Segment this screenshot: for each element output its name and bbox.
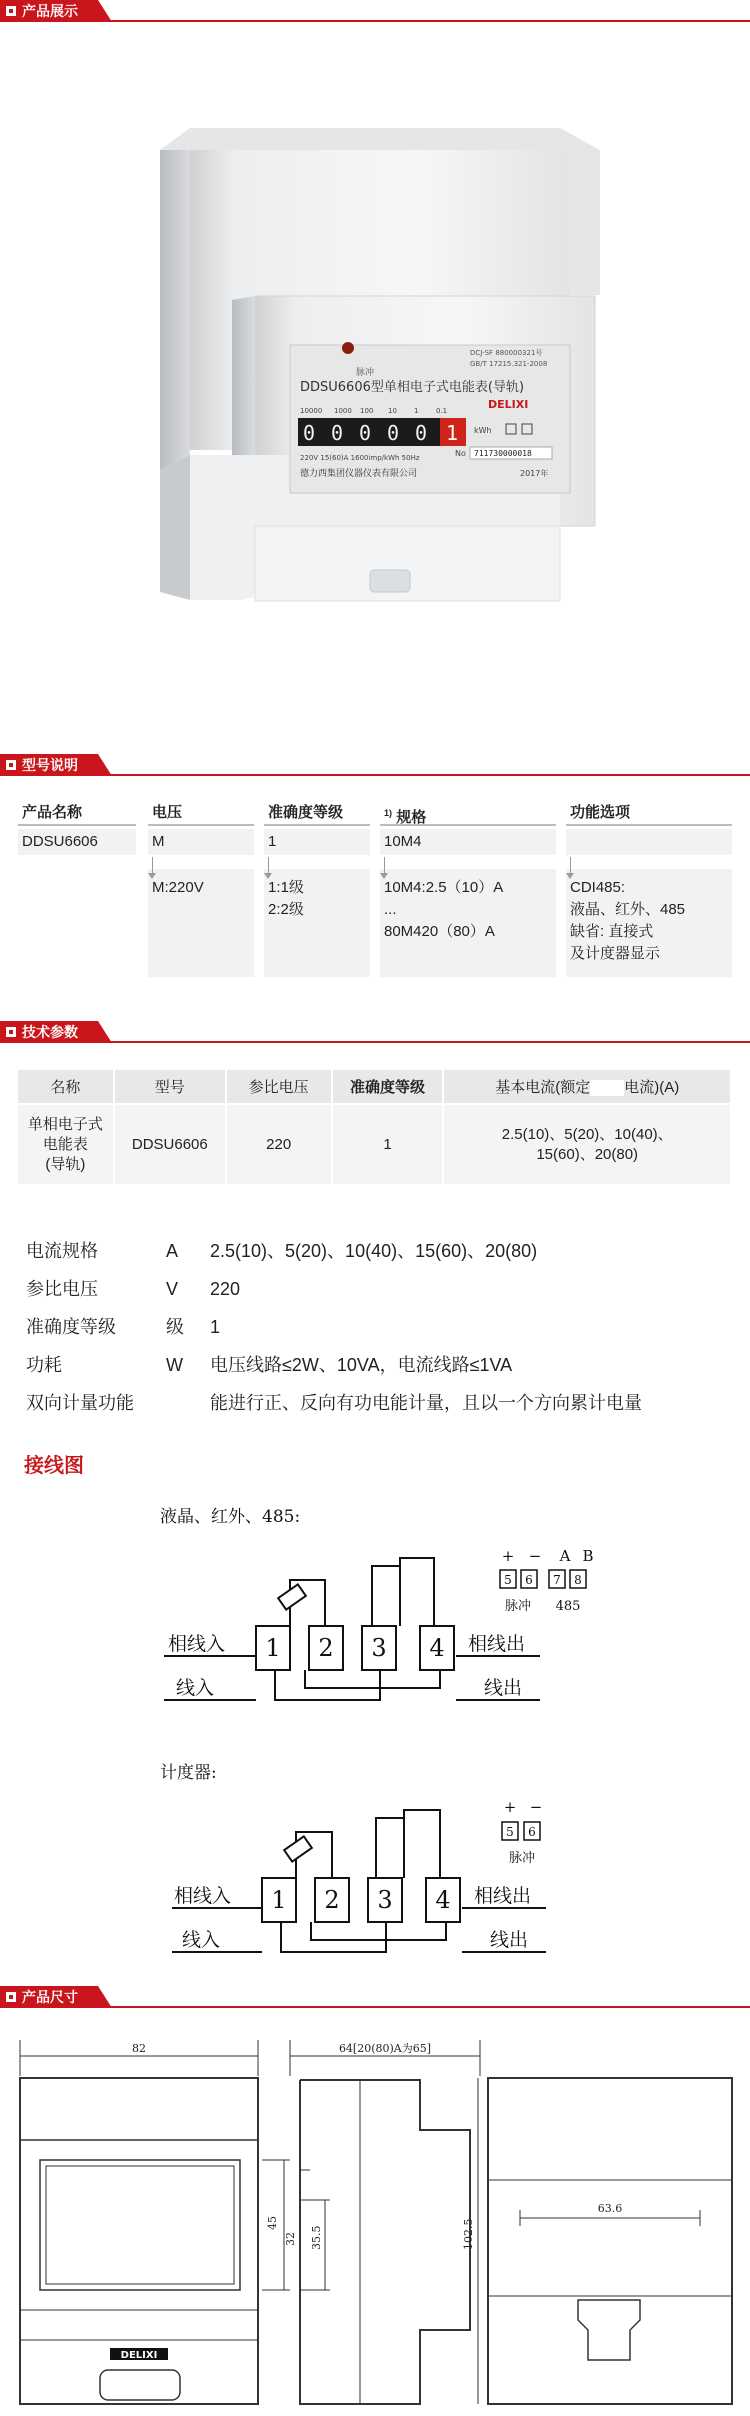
spec-row <box>26 1232 740 1270</box>
tech-header <box>443 1070 731 1104</box>
dim-h2: 32 <box>284 2232 297 2246</box>
spec-unit: W <box>166 1355 183 1375</box>
section-header-tech <box>0 1021 750 1045</box>
tech-accuracy-cell: 1 <box>332 1104 444 1184</box>
spec-key: 电流规格 <box>26 1241 98 1261</box>
aux-terminal: 5 <box>506 1825 514 1839</box>
dim-rail: 63.6 <box>597 2202 623 2215</box>
tech-header-part: 电流)(A) <box>624 1079 680 1096</box>
terminal-number: 3 <box>371 1634 387 1662</box>
dim-depth: 64[20(80)A为65] <box>338 2042 432 2055</box>
phase-in-label: 相线入 <box>174 1885 232 1907</box>
diagram-caption: 计度器: <box>160 1763 217 1783</box>
phase-out-label: 相线出 <box>474 1885 532 1907</box>
year-text: 2017年 <box>520 469 549 478</box>
spec-value: 220 <box>210 1279 241 1299</box>
counter-digit: 0 <box>303 421 316 445</box>
spec-row <box>26 1270 740 1308</box>
tech-table <box>18 1070 732 1184</box>
model-detail: 及计度器显示 <box>570 945 661 962</box>
section-title: 型号说明 <box>22 757 78 773</box>
phase-out-label: 相线出 <box>468 1633 526 1655</box>
counter-digit: 0 <box>387 421 400 445</box>
dial-label: 10 <box>388 407 397 415</box>
down-arrow-icon <box>152 857 153 873</box>
tech-header: 准确度等级 <box>332 1070 444 1104</box>
spec-key: 功耗 <box>26 1355 62 1375</box>
model-detail: 缺省: 直接式 <box>570 923 654 940</box>
spec-key: 准确度等级 <box>26 1317 116 1337</box>
terminal-sign: B <box>582 1547 594 1565</box>
brand-logo-text: DELIXI <box>488 398 529 411</box>
counter-digit: 0 <box>415 421 428 445</box>
serial-number: 711730000018 <box>474 449 532 458</box>
terminal-number: 4 <box>429 1634 445 1662</box>
terminal-sign: − <box>529 1798 543 1816</box>
tech-header: 名称 <box>18 1070 114 1104</box>
section-header-dims <box>0 1986 750 2010</box>
down-arrow-icon <box>570 857 571 873</box>
tech-header: 型号 <box>114 1070 226 1104</box>
section-header-model <box>0 754 750 778</box>
spec-value: 1 <box>210 1317 221 1337</box>
square-icon <box>6 1992 16 2002</box>
model-header: 准确度等级 <box>264 800 370 826</box>
model-detail: 1:1级 <box>268 879 304 896</box>
tech-current-line: 15(60)、20(80) <box>536 1145 639 1163</box>
terminal-sign: + <box>503 1798 517 1816</box>
counter-digit: 0 <box>331 421 344 445</box>
dial-label: 10000 <box>300 407 323 415</box>
terminal-sign: A <box>559 1547 571 1565</box>
model-header: 产品名称 <box>18 800 136 826</box>
aux-terminal: 6 <box>525 1573 533 1587</box>
rating-text: 220V 15(60)A 1600imp/kWh 50Hz <box>300 454 420 462</box>
aux-terminal: 7 <box>553 1573 561 1587</box>
neutral-in-label: 线入 <box>182 1929 221 1951</box>
tech-model-cell: DDSU6606 <box>114 1104 226 1184</box>
model-detail: 2:2级 <box>268 901 304 918</box>
serial-label: No <box>455 449 466 458</box>
tech-current-line: 2.5(10)、5(20)、10(40)、 <box>501 1125 673 1143</box>
dial-label: 0.1 <box>436 407 448 415</box>
dim-height: 102.5 <box>462 2218 475 2250</box>
aux-terminal: 5 <box>504 1573 512 1587</box>
dim-h1: 45 <box>266 2216 279 2230</box>
terminal-number: 2 <box>318 1634 334 1662</box>
model-value: M <box>148 829 254 855</box>
neutral-out-label: 线出 <box>484 1677 523 1699</box>
spec-unit: A <box>166 1241 179 1261</box>
model-detail: M:220V <box>152 879 204 896</box>
spec-value: 2.5(10)、5(20)、10(40)、15(60)、20(80) <box>210 1241 538 1261</box>
model-header: 规格 <box>396 809 427 826</box>
section-title: 产品尺寸 <box>22 1989 78 2005</box>
model-value: DDSU6606 <box>18 829 136 855</box>
tech-header-part: 基本电流(额定 <box>495 1079 591 1096</box>
dial-label: 1000 <box>334 407 352 415</box>
spec-value: 能进行正、反向有功电能计量，且以一个方向累计电量 <box>210 1393 642 1413</box>
square-icon <box>6 1027 16 1037</box>
logo-text: DELIXI <box>120 2350 158 2361</box>
tech-current-cell <box>443 1104 731 1184</box>
footnote-mark: 1) <box>384 808 393 818</box>
model-detail: CDI485: <box>570 879 626 896</box>
phase-in-label: 相线入 <box>168 1633 226 1655</box>
neutral-out-label: 线出 <box>490 1929 529 1951</box>
model-detail: ... <box>384 901 397 918</box>
neutral-in-label: 线入 <box>176 1677 215 1699</box>
wiring-title: 接线图 <box>24 1455 84 1477</box>
dial-label: 1 <box>414 407 419 415</box>
spec-key: 双向计量功能 <box>26 1393 134 1413</box>
pulse-label: 脉冲 <box>504 1599 532 1614</box>
diagram-caption: 液晶、红外、485: <box>160 1507 301 1527</box>
terminal-number: 2 <box>324 1886 340 1914</box>
company-text: 德力西集团仪器仪表有限公司 <box>300 469 418 479</box>
tech-name-cell <box>18 1104 114 1184</box>
spec-value: 电压线路≤2W、10VA，电流线路≤1VA <box>210 1355 513 1375</box>
tech-name-line: 电能表 <box>42 1135 88 1153</box>
pulse-text: 脉冲 <box>356 368 375 378</box>
terminal-number: 3 <box>377 1886 393 1914</box>
model-value: 10M4 <box>380 829 556 855</box>
dim-width: 82 <box>132 2042 146 2055</box>
model-header: 电压 <box>148 800 254 826</box>
model-line: DDSU6606型单相电子式电能表(导轨) <box>300 380 525 395</box>
spec-unit: 级 <box>166 1317 184 1337</box>
pulse-label: 脉冲 <box>508 1851 536 1866</box>
tech-header: 参比电压 <box>226 1070 332 1104</box>
counter-digit-red: 1 <box>446 421 459 445</box>
spec-unit: V <box>166 1279 179 1299</box>
model-detail: 液晶、红外、485 <box>570 901 686 918</box>
model-value: 1 <box>264 829 370 855</box>
model-value <box>566 829 732 855</box>
terminal-number: 1 <box>265 1634 281 1662</box>
product-photo <box>0 24 750 724</box>
tech-name-line: 单相电子式 <box>27 1115 103 1133</box>
aux-terminal: 8 <box>574 1573 582 1587</box>
unit-text: kWh <box>474 426 492 435</box>
wiring-diagrams <box>0 1480 750 2010</box>
spec-list <box>26 1232 740 1422</box>
standard-text: DCJ-SF 880000321号 <box>470 349 543 357</box>
section-title: 技术参数 <box>22 1024 78 1040</box>
spec-row <box>26 1346 740 1384</box>
spec-row <box>26 1308 740 1346</box>
section-header-display <box>0 0 750 24</box>
terminal-number: 4 <box>435 1886 451 1914</box>
down-arrow-icon <box>268 857 269 873</box>
terminal-sign: + <box>501 1547 515 1565</box>
dim-h3: 35.5 <box>310 2225 323 2250</box>
standard-text: GB/T 17215.321-2008 <box>470 360 548 368</box>
section-title: 产品展示 <box>22 3 78 19</box>
dimension-drawings <box>0 2030 750 2416</box>
rs485-label: 485 <box>555 1599 581 1614</box>
aux-terminal: 6 <box>528 1825 536 1839</box>
model-header: 功能选项 <box>566 800 732 826</box>
square-icon <box>6 6 16 16</box>
spec-key: 参比电压 <box>26 1279 98 1299</box>
terminal-sign: − <box>528 1547 542 1565</box>
square-icon <box>6 760 16 770</box>
spec-row <box>26 1384 740 1422</box>
tech-voltage-cell: 220 <box>226 1104 332 1184</box>
tech-name-line: (导轨) <box>45 1155 86 1173</box>
counter-digit: 0 <box>359 421 372 445</box>
model-detail: 80M420（80）A <box>384 923 495 940</box>
terminal-number: 1 <box>271 1886 287 1914</box>
down-arrow-icon <box>384 857 385 873</box>
dial-label: 100 <box>360 407 374 415</box>
model-detail: 10M4:2.5（10）A <box>384 879 504 896</box>
